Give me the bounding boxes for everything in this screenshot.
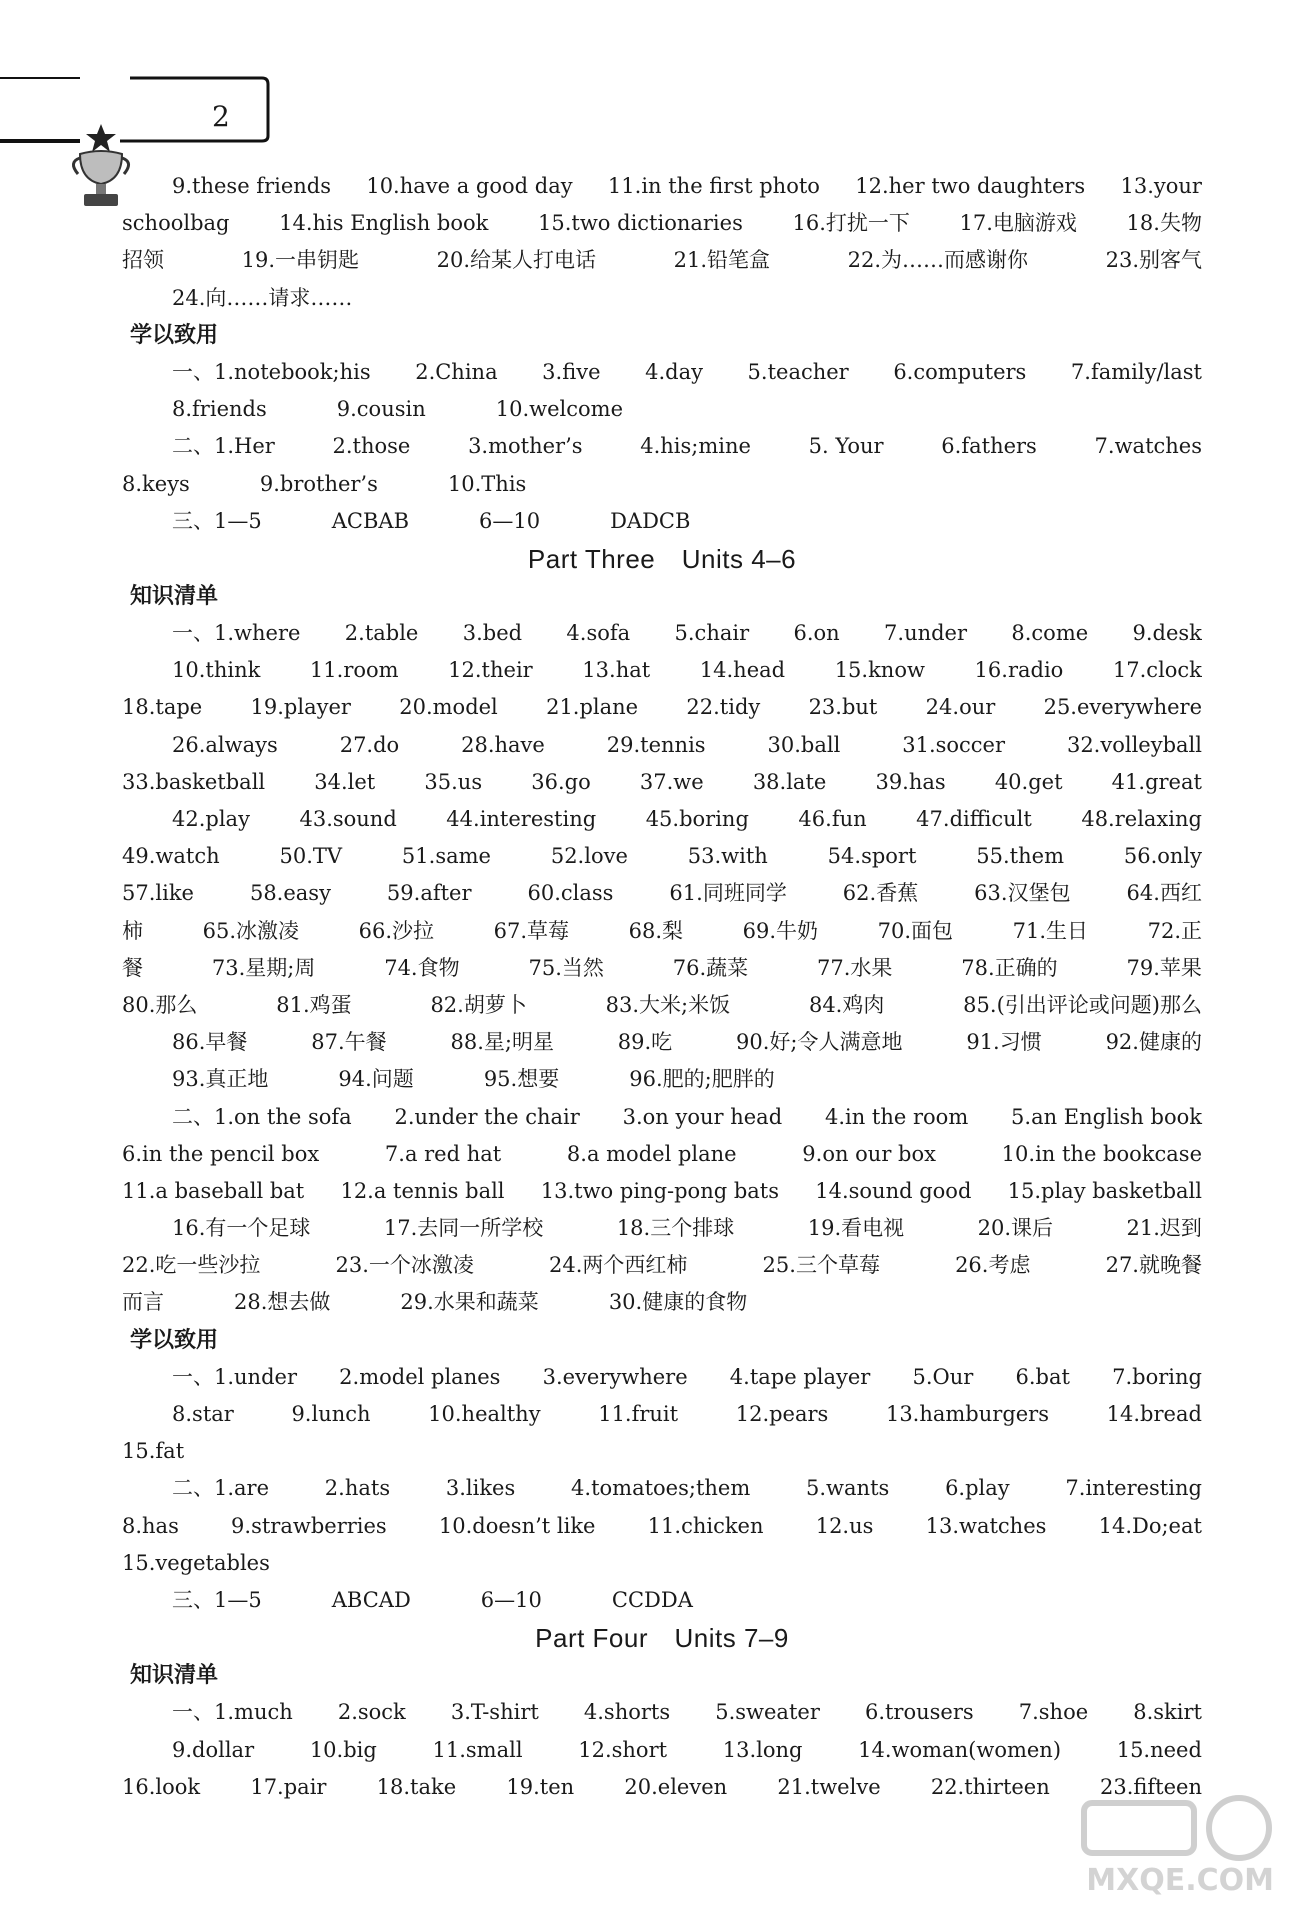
answer-item: 64.西红 bbox=[1126, 881, 1202, 906]
answer-item: 49.watch bbox=[122, 844, 220, 869]
answer-item: 13.hamburgers bbox=[885, 1402, 1050, 1426]
answer-item: 20.课后 bbox=[977, 1216, 1054, 1241]
answer-item: 16.radio bbox=[974, 658, 1064, 683]
answer-item: 14.head bbox=[699, 658, 786, 683]
answer-item: 三、1—5 bbox=[172, 508, 262, 533]
answer-item: 13.your bbox=[1120, 174, 1202, 198]
answer-item: 90.好;令人满意地 bbox=[736, 1030, 903, 1055]
answer-item: 6.bat bbox=[1015, 1364, 1070, 1389]
answer-item: 10.doesn’t like bbox=[438, 1513, 596, 1538]
answer-item: 68.梨 bbox=[628, 918, 683, 943]
answer-line bbox=[122, 689, 1202, 726]
answer-item: 2.China bbox=[415, 359, 498, 384]
answer-item: 55.them bbox=[976, 844, 1064, 869]
answer-item: 17.clock bbox=[1112, 658, 1202, 683]
answer-item: 16.打扰一下 bbox=[792, 211, 910, 236]
answer-item: 8.a model plane bbox=[566, 1141, 737, 1166]
answer-item: 18.失物 bbox=[1126, 211, 1202, 236]
answer-item: 15.fat bbox=[122, 1439, 185, 1464]
answer-line bbox=[122, 168, 1202, 205]
answer-item: 13.hat bbox=[582, 658, 651, 683]
answer-item: 12.their bbox=[448, 658, 533, 683]
answer-line bbox=[122, 1470, 1202, 1507]
answer-item: 8.star bbox=[172, 1402, 234, 1426]
answer-item: 3.likes bbox=[445, 1476, 516, 1501]
answer-item: 15.two dictionaries bbox=[538, 211, 743, 236]
answer-item: 7.boring bbox=[1112, 1364, 1202, 1389]
answer-line bbox=[122, 727, 1202, 764]
answer-item: 10.have a good day bbox=[366, 174, 573, 198]
answer-item: 而言 bbox=[122, 1290, 164, 1315]
answer-item: 7.a red hat bbox=[384, 1141, 502, 1166]
answer-item: 54.sport bbox=[827, 844, 917, 869]
answer-item: 10.welcome bbox=[495, 397, 623, 422]
answer-item: 7.shoe bbox=[1018, 1700, 1089, 1725]
answer-item: 20.eleven bbox=[624, 1774, 728, 1799]
answer-item: 14.his English book bbox=[279, 211, 489, 236]
answer-item: 28.have bbox=[461, 732, 545, 757]
answer-item: 23.fifteen bbox=[1099, 1774, 1202, 1799]
answer-item: 5.sweater bbox=[715, 1700, 820, 1725]
answer-item: 66.沙拉 bbox=[358, 918, 434, 943]
answer-line bbox=[122, 466, 1202, 503]
answer-item: CCDDA bbox=[611, 1587, 693, 1612]
answer-item: 2.table bbox=[344, 621, 419, 646]
answer-item: 96.肥的;肥胖的 bbox=[629, 1067, 775, 1092]
answer-item: 4.day bbox=[645, 359, 703, 384]
answer-item: 93.真正地 bbox=[172, 1067, 269, 1092]
answer-item: 61.同班同学 bbox=[669, 881, 787, 906]
answer-item: 24.our bbox=[925, 695, 996, 720]
answer-line bbox=[122, 987, 1202, 1024]
answer-item: 30.健康的食物 bbox=[608, 1290, 748, 1315]
answer-item: 21.铅笔盒 bbox=[673, 248, 770, 273]
answer-item: 23.一个冰激凌 bbox=[335, 1253, 474, 1278]
answer-item: 12.a tennis ball bbox=[340, 1178, 505, 1203]
answer-item: 10.big bbox=[309, 1737, 377, 1762]
answer-item: 11.room bbox=[309, 658, 399, 683]
answer-item: 5.chair bbox=[674, 621, 750, 646]
answer-item: 6.computers bbox=[893, 359, 1027, 384]
answer-item: 12.us bbox=[815, 1513, 874, 1538]
answer-line bbox=[122, 1396, 1202, 1433]
answer-item: 4.his;mine bbox=[640, 434, 751, 459]
answer-item: 6.in the pencil box bbox=[122, 1141, 320, 1166]
answer-item: 19.看电视 bbox=[807, 1216, 905, 1241]
answer-item: 26.always bbox=[172, 732, 278, 757]
answer-item: 6.trousers bbox=[864, 1700, 974, 1725]
answer-line bbox=[122, 1694, 1202, 1731]
answer-item: 11.fruit bbox=[598, 1402, 679, 1426]
answer-item: 15.need bbox=[1116, 1737, 1202, 1762]
answer-item: 89.吃 bbox=[617, 1030, 673, 1055]
answer-item: 17.pair bbox=[250, 1774, 327, 1799]
answer-line bbox=[122, 913, 1202, 950]
answer-item: 4.tape player bbox=[729, 1364, 871, 1389]
answer-line bbox=[122, 652, 1202, 689]
answer-item: 23.but bbox=[808, 695, 878, 720]
answer-item: 47.difficult bbox=[916, 807, 1032, 831]
section-heading: 学以致用 bbox=[130, 322, 219, 348]
answer-item: 招领 bbox=[122, 248, 164, 273]
answer-line bbox=[122, 1136, 1202, 1173]
answer-item: 80.那么 bbox=[122, 992, 198, 1017]
answer-item: 29.tennis bbox=[606, 732, 706, 757]
answer-item: 14.bread bbox=[1106, 1402, 1202, 1426]
answer-item: 27.do bbox=[339, 732, 400, 757]
page-number: 2 bbox=[212, 100, 230, 133]
answer-item: 72.正 bbox=[1147, 918, 1202, 943]
answer-item: 26.考虑 bbox=[955, 1253, 1031, 1278]
answer-item: 88.星;明星 bbox=[450, 1030, 554, 1055]
answer-item: 15.vegetables bbox=[122, 1550, 270, 1575]
answer-item: 三、1—5 bbox=[172, 1587, 262, 1612]
answer-item: 21.迟到 bbox=[1126, 1216, 1202, 1241]
answer-item: 31.soccer bbox=[902, 732, 1006, 757]
answer-line bbox=[122, 1769, 1202, 1806]
answer-item: 一、1.where bbox=[172, 621, 301, 646]
answer-item: 42.play bbox=[172, 807, 250, 831]
answer-item: 76.蔬菜 bbox=[672, 955, 749, 980]
answer-key-content bbox=[122, 168, 1202, 1806]
answer-item: 51.same bbox=[401, 844, 491, 869]
answer-item: 19.ten bbox=[506, 1774, 575, 1799]
answer-line bbox=[122, 950, 1202, 987]
answer-item: 5.teacher bbox=[747, 359, 849, 384]
answer-item: 56.only bbox=[1123, 844, 1202, 869]
answer-item: 37.we bbox=[639, 769, 704, 794]
answer-item: 74.食物 bbox=[384, 955, 460, 980]
answer-item: 2.those bbox=[332, 434, 411, 459]
answer-item: 57.like bbox=[122, 881, 194, 906]
answer-item: 50.TV bbox=[279, 844, 343, 869]
answer-item: 27.就晚餐 bbox=[1105, 1253, 1202, 1278]
answer-item: 3.five bbox=[542, 359, 601, 384]
answer-item: 92.健康的 bbox=[1105, 1030, 1202, 1055]
answer-item: 19.player bbox=[250, 695, 351, 720]
section-heading: 知识清单 bbox=[130, 583, 219, 609]
section-heading: 知识清单 bbox=[130, 1663, 219, 1689]
answer-item: 5.wants bbox=[806, 1476, 890, 1501]
answer-item: 13.watches bbox=[925, 1513, 1047, 1538]
answer-item: 20.给某人打电话 bbox=[436, 248, 596, 273]
answer-item: 45.boring bbox=[645, 807, 749, 831]
answer-item: 85.(引出评论或问题)那么 bbox=[963, 992, 1202, 1017]
answer-item: 65.冰激凌 bbox=[202, 918, 299, 943]
answer-item: 餐 bbox=[122, 955, 143, 980]
answer-line bbox=[122, 875, 1202, 912]
answer-item: 73.星期;周 bbox=[211, 955, 316, 980]
answer-item: 11.chicken bbox=[647, 1513, 764, 1538]
answer-item: 9.desk bbox=[1132, 621, 1202, 646]
answer-item: 6.on bbox=[793, 621, 840, 646]
answer-item: 10.This bbox=[447, 471, 527, 496]
answer-item: 22.tidy bbox=[686, 695, 761, 720]
answer-line bbox=[122, 1284, 1202, 1321]
answer-item: 38.late bbox=[752, 769, 827, 794]
answer-line bbox=[122, 1359, 1202, 1396]
answer-item: 10.in the bookcase bbox=[1001, 1141, 1202, 1166]
answer-item: 3.everywhere bbox=[542, 1364, 688, 1389]
answer-item: 79.苹果 bbox=[1126, 955, 1202, 980]
answer-line bbox=[122, 428, 1202, 465]
answer-item: 3.T-shirt bbox=[450, 1700, 539, 1725]
answer-item: 29.水果和蔬菜 bbox=[400, 1290, 539, 1315]
answer-item: 21.plane bbox=[546, 695, 639, 720]
header-bracket bbox=[0, 70, 280, 150]
answer-item: 17.电脑游戏 bbox=[959, 211, 1077, 236]
section-heading: 学以致用 bbox=[130, 1327, 219, 1353]
answer-item: 22.thirteen bbox=[930, 1774, 1050, 1799]
answer-item: 32.volleyball bbox=[1066, 732, 1202, 757]
answer-item: 12.her two daughters bbox=[855, 174, 1086, 198]
answer-item: 41.great bbox=[1111, 769, 1202, 794]
answer-item: 95.想要 bbox=[483, 1067, 560, 1092]
answer-line bbox=[122, 205, 1202, 242]
answer-item: 59.after bbox=[386, 881, 472, 906]
answer-item: 6.play bbox=[945, 1476, 1010, 1501]
watermark-text: MXQE.COM bbox=[1086, 1863, 1274, 1898]
answer-item: 39.has bbox=[875, 769, 946, 794]
answer-item: 二、1.on the sofa bbox=[172, 1104, 352, 1129]
answer-item: 23.别客气 bbox=[1105, 248, 1202, 273]
part-title: Part Three Units 4–6 bbox=[527, 543, 797, 574]
answer-item: 5.Our bbox=[912, 1364, 974, 1389]
answer-item: 60.class bbox=[527, 881, 614, 906]
answer-item: 36.go bbox=[531, 769, 591, 794]
answer-item: 58.easy bbox=[249, 881, 331, 906]
answer-item: 9.on our box bbox=[802, 1141, 936, 1166]
answer-item: 2.under the chair bbox=[394, 1104, 580, 1129]
answer-item: 43.sound bbox=[299, 807, 397, 831]
answer-item: 78.正确的 bbox=[961, 955, 1058, 980]
answer-item: 86.早餐 bbox=[172, 1030, 248, 1055]
answer-item: 4.tomatoes;them bbox=[571, 1476, 751, 1501]
answer-item: 63.汉堡包 bbox=[974, 881, 1071, 906]
answer-item: 28.想去做 bbox=[234, 1290, 331, 1315]
answer-item: 35.us bbox=[424, 769, 483, 794]
part-title: Part Four Units 7–9 bbox=[535, 1623, 789, 1654]
answer-item: 4.sofa bbox=[566, 621, 631, 646]
answer-item: 9.dollar bbox=[172, 1737, 255, 1762]
answer-item: 15.know bbox=[834, 658, 925, 683]
answer-line bbox=[122, 1173, 1202, 1210]
answer-item: 4.in the room bbox=[824, 1104, 969, 1129]
answer-item: 8.keys bbox=[122, 471, 190, 496]
answer-line bbox=[122, 1024, 1202, 1061]
answer-item: 7.family/last bbox=[1070, 359, 1202, 384]
answer-item: 11.small bbox=[432, 1737, 523, 1762]
answer-item: 24.向……请求…… bbox=[172, 285, 353, 310]
answer-item: 18.三个排球 bbox=[616, 1216, 735, 1241]
answer-item: 11.a baseball bat bbox=[122, 1178, 305, 1203]
answer-line bbox=[122, 838, 1202, 875]
answer-item: 3.mother’s bbox=[468, 434, 583, 459]
answer-item: 8.has bbox=[122, 1513, 179, 1538]
answer-item: 18.tape bbox=[122, 695, 203, 720]
answer-item: 8.come bbox=[1011, 621, 1089, 646]
answer-item: 71.生日 bbox=[1012, 918, 1088, 943]
answer-item: 34.let bbox=[314, 769, 376, 794]
answer-item: 13.two ping-pong bats bbox=[540, 1178, 780, 1203]
answer-item: 16.有一个足球 bbox=[172, 1216, 311, 1241]
answer-item: 82.胡萝卜 bbox=[430, 992, 527, 1017]
answer-item: 16.look bbox=[122, 1774, 201, 1799]
answer-item: 40.get bbox=[994, 769, 1063, 794]
answer-item: 75.当然 bbox=[528, 955, 604, 980]
answer-item: 2.model planes bbox=[339, 1364, 501, 1389]
answer-item: 14.sound good bbox=[815, 1178, 972, 1203]
answer-item: 17.去同一所学校 bbox=[383, 1216, 544, 1241]
answer-line bbox=[122, 801, 1202, 838]
answer-line bbox=[122, 764, 1202, 801]
answer-line bbox=[122, 1099, 1202, 1136]
answer-item: ACBAB bbox=[331, 508, 409, 533]
answer-item: 9.brother’s bbox=[259, 471, 378, 496]
answer-item: 9.strawberries bbox=[231, 1513, 387, 1538]
answer-item: 二、1.Her bbox=[172, 434, 275, 459]
answer-item: 8.skirt bbox=[1133, 1700, 1202, 1725]
answer-item: 9.these friends bbox=[172, 174, 332, 198]
answer-item: 9.cousin bbox=[336, 397, 426, 422]
answer-item: 91.习惯 bbox=[966, 1030, 1042, 1055]
answer-item: schoolbag bbox=[122, 211, 230, 236]
answer-item: 7.under bbox=[884, 621, 968, 646]
answer-item: DADCB bbox=[610, 508, 691, 533]
answer-item: 7.interesting bbox=[1065, 1476, 1202, 1501]
answer-item: 12.pears bbox=[735, 1402, 829, 1426]
answer-item: 22.吃一些沙拉 bbox=[122, 1253, 261, 1278]
answer-item: 7.watches bbox=[1094, 434, 1202, 459]
answer-line bbox=[122, 1508, 1202, 1545]
answer-item: 6—10 bbox=[479, 508, 541, 533]
answer-item: 84.鸡肉 bbox=[808, 992, 885, 1017]
answer-item: 94.问题 bbox=[338, 1067, 414, 1092]
answer-item: 5. Your bbox=[808, 434, 884, 459]
answer-item: 6—10 bbox=[480, 1587, 542, 1612]
watermark-icon bbox=[1074, 1788, 1274, 1868]
answer-line bbox=[122, 280, 1202, 317]
answer-item: 一、1.notebook;his bbox=[172, 359, 371, 384]
answer-item: 81.鸡蛋 bbox=[276, 992, 352, 1017]
answer-item: 10.think bbox=[172, 658, 261, 683]
answer-item: 二、1.are bbox=[172, 1476, 270, 1501]
answer-item: 53.with bbox=[687, 844, 768, 869]
answer-item: 46.fun bbox=[798, 807, 867, 831]
answer-line bbox=[122, 1210, 1202, 1247]
answer-item: 11.in the first photo bbox=[607, 174, 820, 198]
answer-line bbox=[122, 1545, 1202, 1582]
answer-item: 69.牛奶 bbox=[742, 918, 818, 943]
answer-item: 52.love bbox=[550, 844, 628, 869]
page-header bbox=[0, 70, 280, 150]
answer-item: 19.一串钥匙 bbox=[241, 248, 359, 273]
answer-line bbox=[122, 615, 1202, 652]
answer-item: 3.on your head bbox=[622, 1104, 783, 1129]
answer-item: 9.lunch bbox=[291, 1402, 371, 1426]
answer-item: 25.三个草莓 bbox=[762, 1253, 880, 1278]
answer-item: 44.interesting bbox=[446, 807, 597, 831]
answer-item: 14.Do;eat bbox=[1098, 1513, 1202, 1538]
answer-item: 13.long bbox=[722, 1737, 803, 1762]
answer-item: 10.healthy bbox=[428, 1402, 541, 1426]
answer-item: 67.草莓 bbox=[493, 918, 569, 943]
answer-line bbox=[122, 1582, 1202, 1619]
answer-item: 62.香蕉 bbox=[842, 881, 919, 906]
answer-item: 20.model bbox=[399, 695, 498, 720]
answer-item: 15.play basketball bbox=[1007, 1178, 1202, 1203]
answer-item: 5.an English book bbox=[1011, 1104, 1202, 1129]
answer-line bbox=[122, 391, 1202, 428]
answer-item: 3.bed bbox=[462, 621, 523, 646]
answer-item: 33.basketball bbox=[122, 769, 266, 794]
answer-item: 柿 bbox=[122, 918, 143, 943]
answer-item: ABCAD bbox=[331, 1587, 411, 1612]
answer-item: 25.everywhere bbox=[1043, 695, 1202, 720]
answer-line bbox=[122, 1433, 1202, 1470]
answer-item: 30.ball bbox=[767, 732, 841, 757]
answer-item: 18.take bbox=[376, 1774, 457, 1799]
answer-item: 一、1.under bbox=[172, 1364, 297, 1389]
answer-item: 24.两个西红柿 bbox=[549, 1253, 688, 1278]
answer-item: 48.relaxing bbox=[1081, 807, 1202, 831]
answer-line bbox=[122, 1732, 1202, 1769]
watermark-logo bbox=[1074, 1788, 1274, 1898]
answer-line bbox=[122, 1061, 1202, 1098]
answer-item: 21.twelve bbox=[777, 1774, 881, 1799]
answer-item: 4.shorts bbox=[583, 1700, 671, 1725]
answer-item: 2.hats bbox=[324, 1476, 391, 1501]
answer-item: 12.short bbox=[578, 1737, 668, 1762]
answer-line bbox=[122, 242, 1202, 279]
answer-item: 87.午餐 bbox=[311, 1030, 387, 1055]
answer-item: 83.大米;米饭 bbox=[605, 992, 731, 1017]
answer-item: 70.面包 bbox=[877, 918, 953, 943]
answer-item: 一、1.much bbox=[172, 1700, 293, 1725]
answer-item: 2.sock bbox=[337, 1700, 406, 1725]
answer-line bbox=[122, 503, 1202, 540]
answer-item: 77.水果 bbox=[817, 955, 893, 980]
answer-line bbox=[122, 1247, 1202, 1284]
answer-item: 8.friends bbox=[172, 397, 267, 422]
answer-item: 14.woman(women) bbox=[858, 1737, 1062, 1762]
answer-item: 6.fathers bbox=[941, 434, 1037, 459]
answer-line bbox=[122, 354, 1202, 391]
answer-item: 22.为……而感谢你 bbox=[847, 248, 1028, 273]
